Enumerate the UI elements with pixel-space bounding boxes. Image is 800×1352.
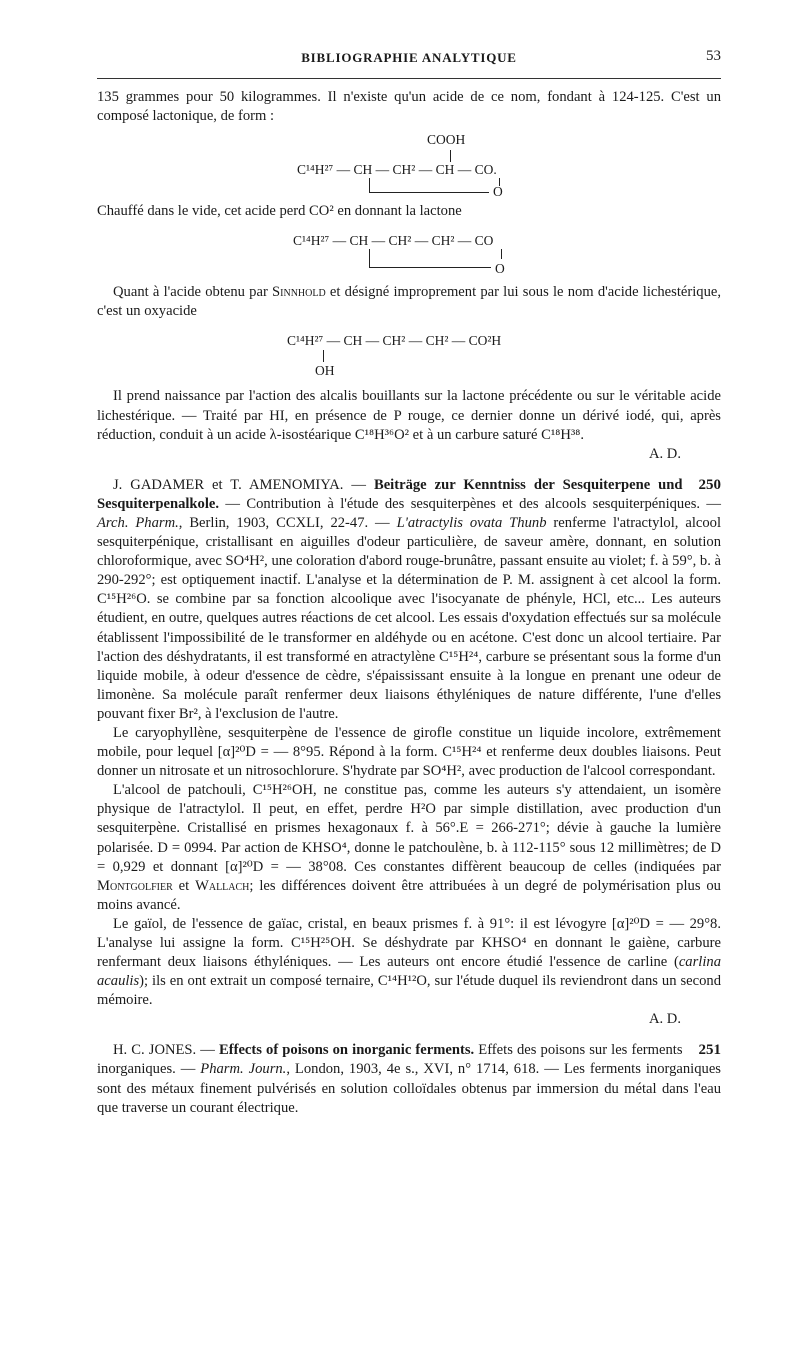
journal-name: Pharm. Journ. bbox=[200, 1061, 287, 1078]
signature: A. D. bbox=[648, 1011, 681, 1028]
intro-paragraph-2: Chauffé dans le vide, cet acide perd CO² en donnant la lactone bbox=[97, 203, 462, 220]
intro-paragraph-4: Il prend naissance par l'action des alcalis bouillants sur la lactone précédente ou sur le véritable acide lichestérique. — Traité par HI, en présence de P rouge, ce dernier donne un dérivé iodé, qui, après réduction, conduit à un acide λ-isostéarique C¹⁸H³⁶O² et à un carbure saturé C¹⁸H³⁸. bbox=[97, 388, 721, 443]
formula-acid-lactone bbox=[97, 128, 721, 200]
page-body bbox=[97, 88, 721, 1118]
formula-cooh: COOH bbox=[427, 132, 466, 148]
entry-250-paragraph-4: Le gaïol, de l'essence de gaïac, cristal, en beaux prismes f. à 91°: il est lévogyre [α]²⁰D = — 29°8. L'analyse lui assigne la form. C¹⁵H²⁵OH. Se déshydrate par KHSO⁴ en donnant le gaiène, carbure renfermant deux liaisons éthyléniques. — Les auteurs ont encore étudié l'essence de carline (carlina acaulis); ils en ont extrait un composé ternaire, C¹⁴H¹²O, sur l'étude duquel ils reviendront dans un second mémoire. bbox=[97, 915, 721, 1009]
formula-2-ring-right bbox=[501, 249, 502, 259]
intro-paragraph-3: Quant à l'acide obtenu par Sinnhold et désigné improprement par lui sous le nom d'acide lichestérique, c'est un oxyacide bbox=[97, 284, 721, 320]
formula-2-ring-left bbox=[369, 249, 370, 267]
entry-number: 250 bbox=[698, 476, 721, 493]
author-name: Montgolfier bbox=[97, 877, 173, 894]
formula-ring-left bbox=[369, 178, 370, 192]
intro-paragraph-1: 135 grammes pour 50 kilogrammes. Il n'existe qu'un acide de ce nom, fondant à 124-125. C'est un composé lactonique, de form : bbox=[97, 89, 721, 125]
formula-2-ring-bottom bbox=[369, 267, 491, 268]
formula-1-oxygen: O bbox=[493, 184, 503, 200]
journal-name: Arch. Pharm. bbox=[97, 514, 179, 531]
entry-authors: J. GADAMER et T. AMENOMIYA. — bbox=[113, 476, 366, 493]
species-name: carlina acaulis bbox=[97, 954, 721, 990]
entry-250-paragraph-1: 250 J. GADAMER et T. AMENOMIYA. — Beiträge zur Kenntniss der Sesquiterpene und Sesquiterpenalkole. — Contribution à l'étude des sesquiterpènes et des alcools sesquiterpéniques. — Arch. Pharm., Berlin, 1903, CCXLI, 22-47. — L'atractylis ovata Thunb renferme l'atractylol, alcool sesquiterpénique, cristallisant en aiguilles d'odeur particulière, de saveur amère, donnant, en solution chloroformique, avec SO⁴H², une coloration d'abord rouge-brunâtre, passant ensuite au violet; f. à 59°, b. à 290-292°; est optiquement inactif. L'analyse et la détermination de P. M. assignent à cet alcool la form. C¹⁵H²⁶O. se combine par sa fonction alcoolique avec l'isocyanate de phényle, HCl, etc... Les auteurs étudient, en outre, quelques autres réactions de cet alcool. Les essais d'oxydation effectués sur sa molécule établissent l'impossibilité de le transformer en aldéhyde ou en acétone. C'est donc un alcool tertiaire. Par l'action des déshydratants, il est transformé en atractylène C¹⁵H²⁴, carbure se présentant sous la forme d'un liquide mobile, à odeur d'essence de cèdre, s'épaississant ensuite à la longue en prenant une odeur de limonène. Sa molécule paraît renfermer deux liaisons éthyléniques de nature différente, l'une d'elles pouvant fixer Br², à l'exclusion de l'autre. bbox=[97, 476, 722, 722]
entry-250-paragraph-2: Le caryophyllène, sesquiterpène de l'essence de girofle constitue un liquide incolore, extrêmement mobile, pour lequel [α]²⁰D = — 8°95. Répond à la form. C¹⁵H²⁴ et renferme deux doubles liaisons. Peut donner un nitrosate et un nitrosochlorure. S'hydrate par SO⁴H², avec production de l'alcool correspondant. bbox=[97, 724, 721, 780]
page-number: 53 bbox=[706, 48, 721, 64]
formula-2-oxygen: O bbox=[495, 261, 505, 277]
formula-bond bbox=[450, 150, 451, 162]
header-title: BIBLIOGRAPHIE ANALYTIQUE bbox=[301, 50, 517, 65]
formula-3-oh: OH bbox=[315, 363, 335, 379]
entry-250-paragraph-3: L'alcool de patchouli, C¹⁵H²⁶OH, ne constitue pas, comme les auteurs s'y attendaient, un isomère physique de l'atractylol. Il peut, en effet, perdre H²O par simple distillation, avec production d'un sesquiterpène. Cristallisé en prismes hexagonaux f. à 56°.E = 266-271°; dévie à gauche la lumière polarisée. D = 0994. Par action de KHSO⁴, donne le patchoulène, b. à 112-115° sous 12 millimètres; de D = 0,929 et donnant [α]²⁰D = — 38°08. Ces constantes diffèrent beaucoup de celles (indiquées par Montgolfier et Wallach; les différences doivent être attribuées à un degré de polymérisation plus ou moins avancé. bbox=[97, 782, 721, 913]
author-name: Sinnhold bbox=[272, 284, 326, 301]
entry-title: Effects of poisons on inorganic ferments. bbox=[219, 1042, 475, 1059]
formula-3-bond bbox=[323, 350, 324, 362]
formula-lactone bbox=[97, 223, 721, 281]
formula-ring-bottom bbox=[369, 192, 489, 193]
author-name: Wallach bbox=[195, 877, 250, 894]
formula-2-main: C¹⁴H²⁷ — CH — CH² — CH² — CO bbox=[293, 233, 494, 249]
formula-oxyacid bbox=[97, 323, 721, 385]
signature: A. D. bbox=[648, 445, 681, 462]
species-name: L'atractylis ovata Thunb bbox=[396, 514, 547, 531]
entry-title: Beiträge zur Kenntniss der Sesquiterpene und Sesquiterpenalkole. bbox=[97, 476, 683, 512]
entry-number: 251 bbox=[698, 1042, 721, 1059]
entry-251-paragraph: 251 H. C. JONES. — Effects of poisons on inorganic ferments. Effets des poisons sur les ferments inorganiques. — Pharm. Journ., London, 1903, 4e s., XVI, n° 1714, 618. — Les ferments inorganiques sont des métaux finement pulvérisés en solution colloïdales obtenus par immersion du métal dans l'eau que traverse un courant électrique. bbox=[97, 1042, 721, 1116]
formula-3-main: C¹⁴H²⁷ — CH — CH² — CH² — CO²H bbox=[287, 333, 502, 349]
formula-1-main: C¹⁴H²⁷ — CH — CH² — CH — CO. bbox=[297, 162, 497, 178]
entry-authors: H. C. JONES. — bbox=[113, 1042, 215, 1059]
running-header bbox=[97, 44, 721, 79]
